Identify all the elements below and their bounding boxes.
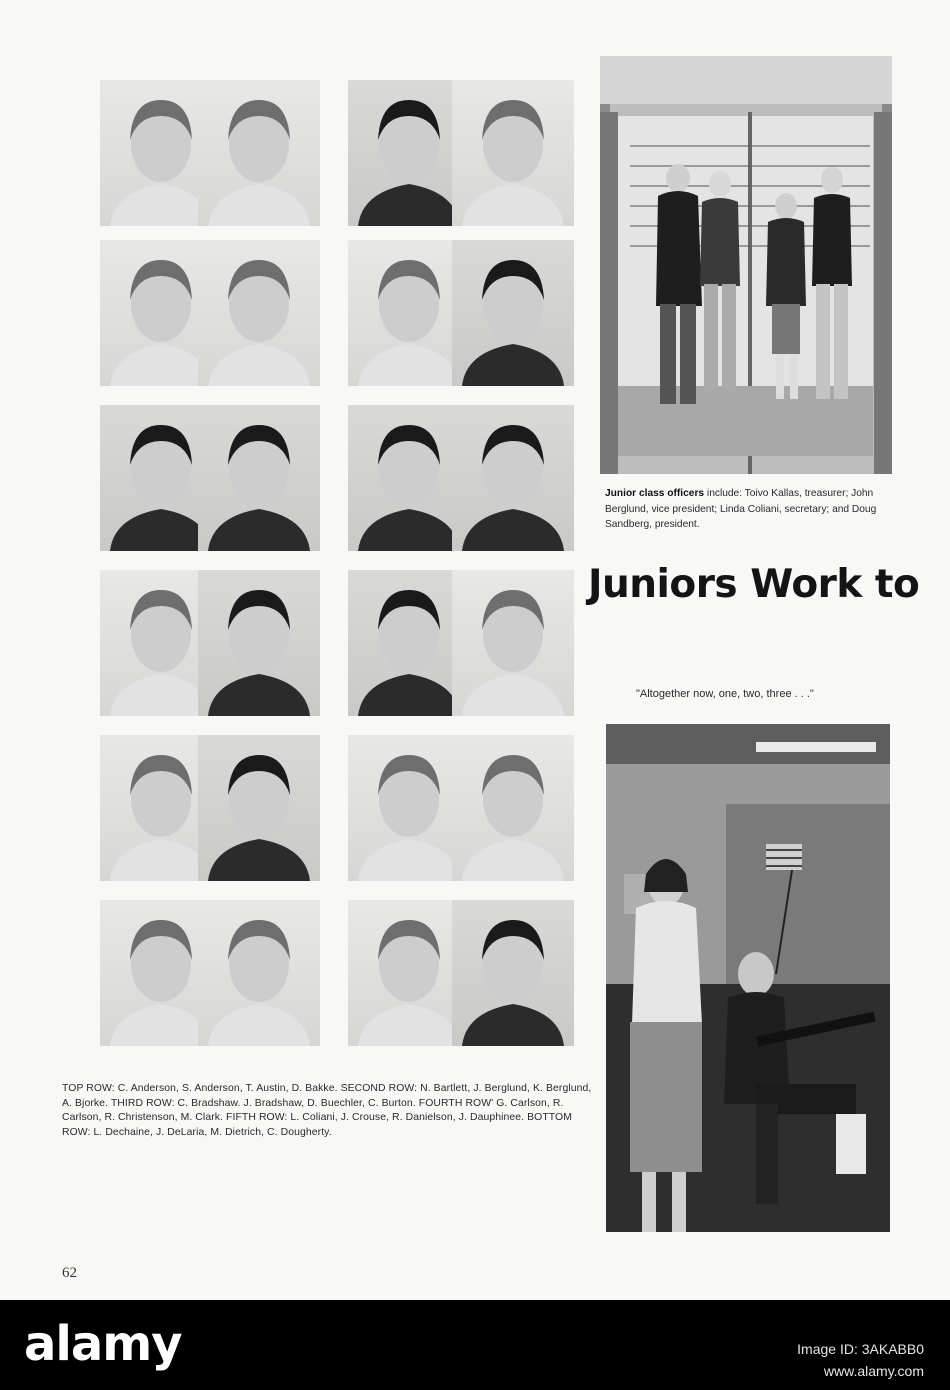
site-url: www.alamy.com bbox=[823, 1363, 924, 1379]
footer-info bbox=[797, 1338, 924, 1382]
officers-caption-rest: include: Toivo Kallas, treasurer; John Berglund, vice president; Linda Coliani, secretary; and Doug Sandberg, president. bbox=[605, 488, 877, 530]
portrait-j-berglund bbox=[198, 240, 320, 386]
portrait-silhouette bbox=[198, 405, 320, 551]
portrait-r-carlson bbox=[198, 570, 320, 716]
portrait-j-delaria bbox=[198, 900, 320, 1046]
quote-caption: "Altogether now, one, two, three . . ." bbox=[636, 688, 814, 700]
alamy-logo: alamy bbox=[24, 1316, 182, 1372]
officers-photo-art bbox=[600, 56, 892, 474]
portrait-j-bradshaw bbox=[198, 405, 320, 551]
portrait-c-burton bbox=[452, 405, 574, 551]
portrait-silhouette bbox=[198, 570, 320, 716]
portrait-silhouette bbox=[452, 735, 574, 881]
portrait-silhouette bbox=[198, 900, 320, 1046]
portrait-s-anderson bbox=[198, 80, 320, 226]
portrait-d-bakke bbox=[452, 80, 574, 226]
classroom-photo bbox=[606, 724, 890, 1232]
officers-caption bbox=[605, 486, 895, 533]
portrait-silhouette bbox=[452, 570, 574, 716]
portrait-silhouette bbox=[198, 735, 320, 881]
portrait-j-dauphinee bbox=[452, 735, 574, 881]
headline: Juniors Work to bbox=[588, 562, 920, 607]
portrait-j-crouse bbox=[198, 735, 320, 881]
portrait-caption: TOP ROW: C. Anderson, S. Anderson, T. Austin, D. Bakke. SECOND ROW: N. Bartlett, J. Berglund, K. Berglund, A. Bjorke. THIRD ROW: C. Bradshaw. J. Bradshaw, D. Buechler, C. Burton. FOURTH ROW' G. Carlson, R. Carlson, R. Christenson, M. Clark. FIFTH ROW: L. Coliani, J. Crouse, R. Danielson, J. Dauphinee. BOTTOM ROW: L. Dechaine, J. DeLaria, M. Dietrich, C. Dougherty. bbox=[62, 1083, 592, 1138]
officers-caption-lead: Junior class officers bbox=[605, 488, 705, 499]
portrait-silhouette bbox=[198, 240, 320, 386]
officers-photo bbox=[600, 56, 892, 474]
portrait-silhouette bbox=[452, 80, 574, 226]
portrait-silhouette bbox=[452, 240, 574, 386]
image-id-label: Image ID: 3AKABB0 bbox=[797, 1341, 924, 1357]
portrait-a-bjorke bbox=[452, 240, 574, 386]
portrait-m-clark bbox=[452, 570, 574, 716]
classroom-photo-art bbox=[606, 724, 890, 1232]
portrait-silhouette bbox=[452, 405, 574, 551]
page-number: 62 bbox=[62, 1265, 77, 1281]
portrait-silhouette bbox=[452, 900, 574, 1046]
portrait-c-dougherty bbox=[452, 900, 574, 1046]
portrait-silhouette bbox=[198, 80, 320, 226]
